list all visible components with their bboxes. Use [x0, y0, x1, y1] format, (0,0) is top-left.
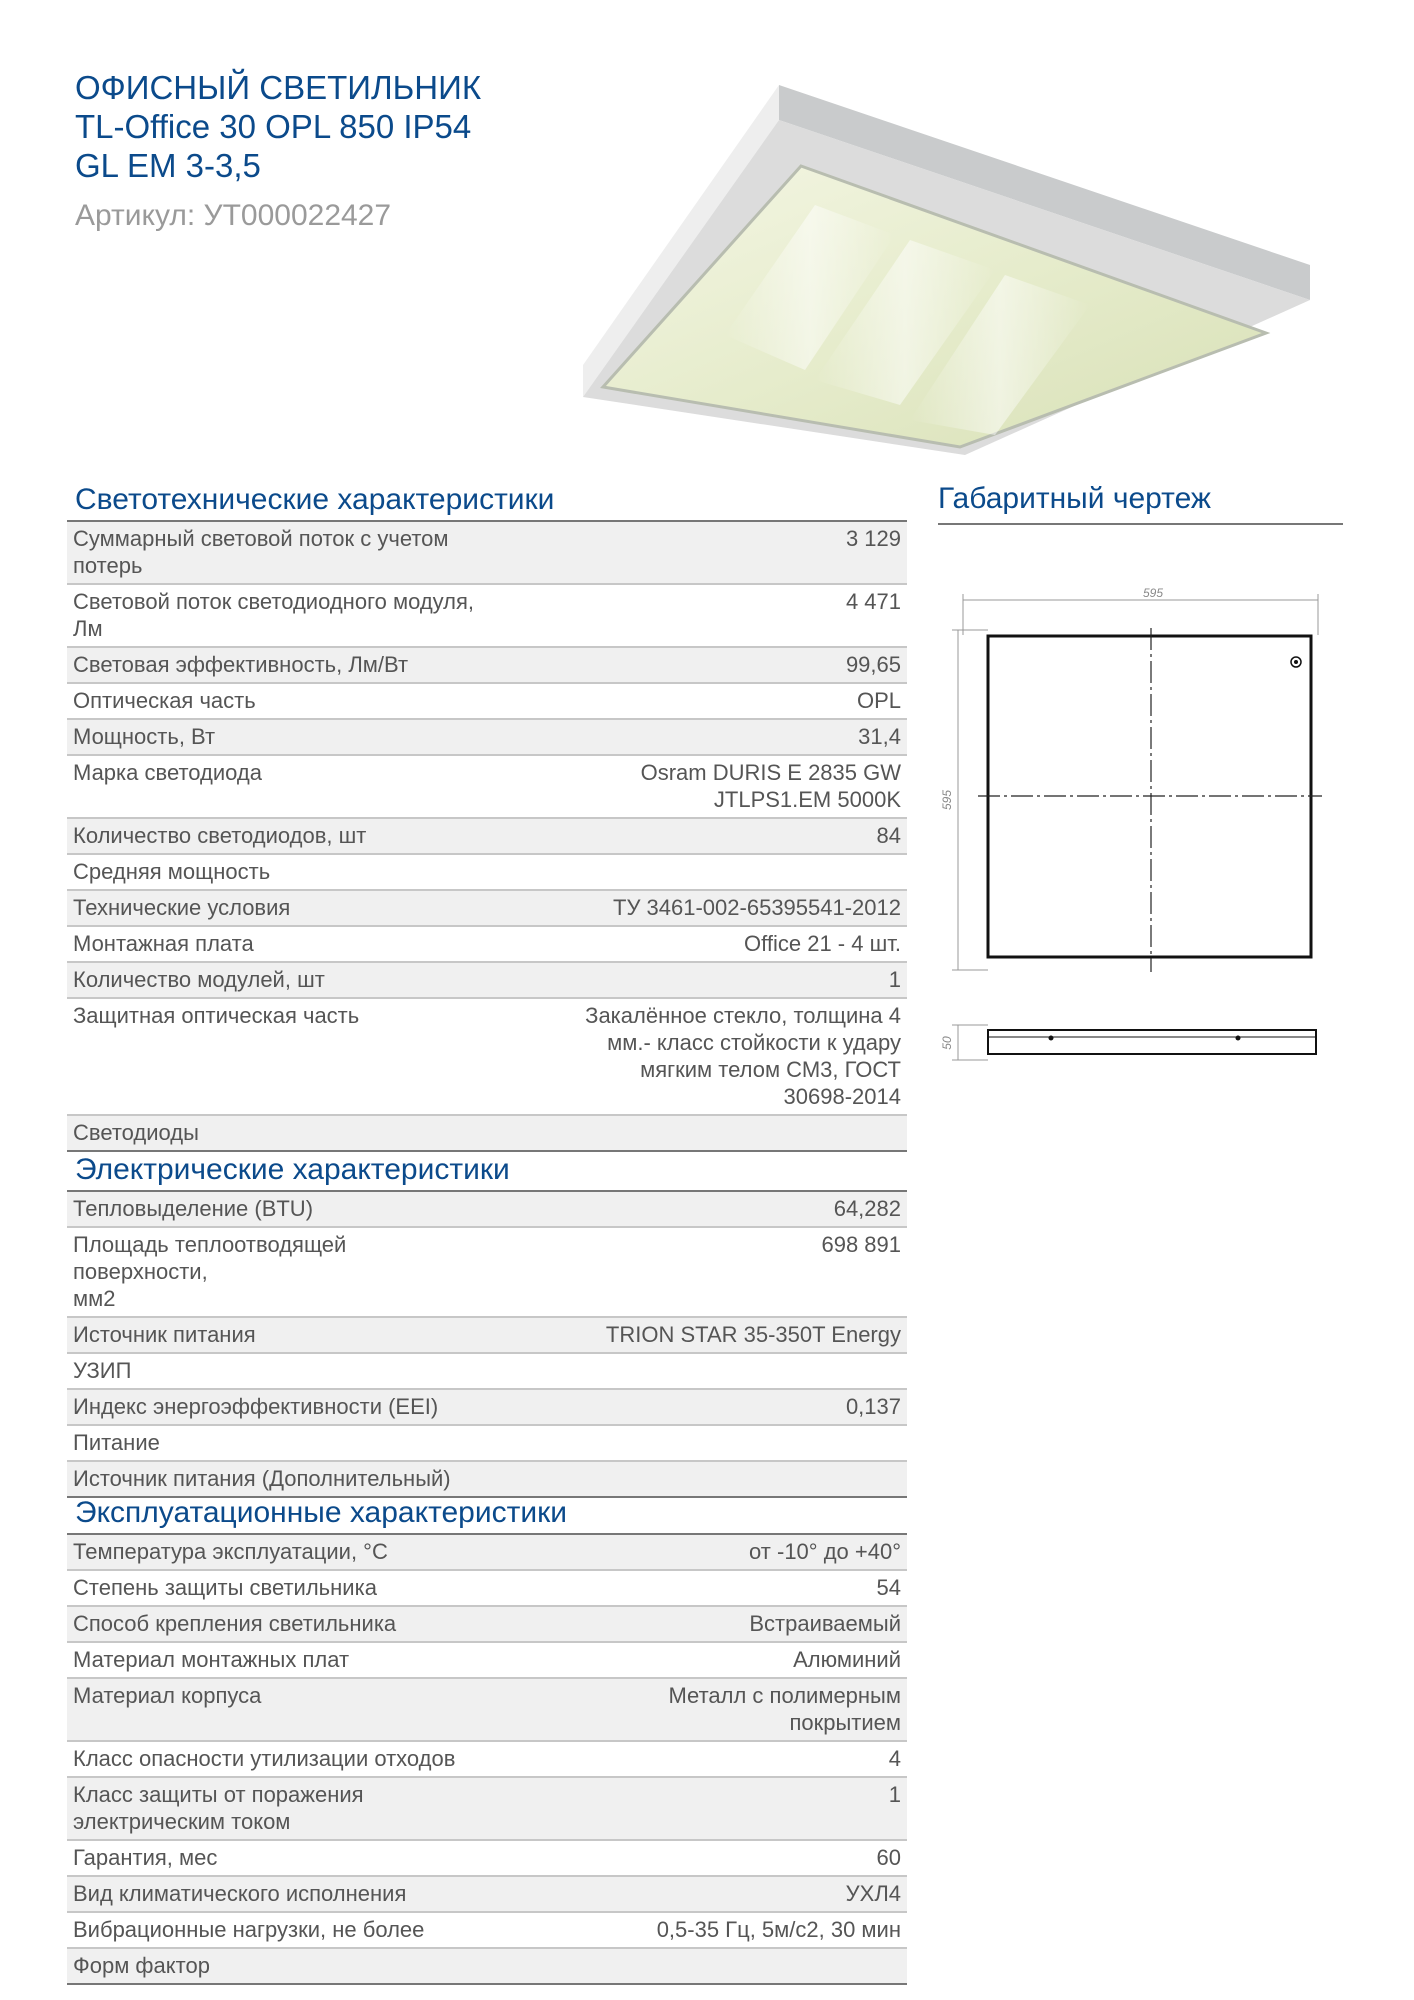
row-label: Суммарный световой поток с учетом потерь — [67, 521, 487, 584]
row-value: Закалённое стекло, толщина 4 мм.- класс стойкости к удару мягким телом СМ3, ГОСТ 30698-2014 — [487, 998, 907, 1115]
table-row — [67, 1461, 907, 1497]
row-label: Класс опасности утилизации отходов — [67, 1741, 487, 1777]
row-label: Способ крепления светильника — [67, 1606, 487, 1642]
section-title: Светотехнические характеристики — [75, 483, 555, 516]
row-label: Световая эффективность, Лм/Вт — [67, 647, 487, 683]
row-value: 99,65 — [487, 647, 907, 683]
table-row — [67, 1876, 907, 1912]
drawing-side-view — [988, 1030, 1316, 1054]
table-row — [67, 521, 907, 584]
row-value: Металл с полимерным покрытием — [487, 1678, 907, 1741]
row-label: Материал корпуса — [67, 1678, 487, 1741]
table-row — [67, 1741, 907, 1777]
row-label: Форм фактор — [67, 1948, 487, 1984]
row-value: 698 891 — [487, 1227, 907, 1317]
row-label: Светодиоды — [67, 1115, 487, 1151]
row-label: УЗИП — [67, 1353, 487, 1389]
row-value: 0,137 — [487, 1389, 907, 1425]
product-title — [75, 68, 481, 185]
row-value — [487, 1115, 907, 1151]
row-label: Источник питания — [67, 1317, 487, 1353]
lighting-characteristics-section — [67, 480, 907, 1152]
drawing-title-divider — [938, 523, 1343, 525]
product-title-line-3: GL EM 3-3,5 — [75, 147, 261, 184]
row-value: 3 129 — [487, 521, 907, 584]
table-row — [67, 1534, 907, 1570]
table-row — [67, 1948, 907, 1984]
row-label: Материал монтажных плат — [67, 1642, 487, 1678]
table-row — [67, 1191, 907, 1227]
row-value: Встраиваемый — [487, 1606, 907, 1642]
operational-characteristics-table — [67, 1533, 907, 1985]
row-value — [487, 854, 907, 890]
table-row — [67, 1425, 907, 1461]
electrical-characteristics-section — [67, 1150, 907, 1498]
product-title-line-2: TL-Office 30 OPL 850 IP54 — [75, 108, 472, 145]
row-value: 84 — [487, 818, 907, 854]
row-label: Класс защиты от поражения электрическим током — [67, 1777, 487, 1840]
table-row — [67, 1389, 907, 1425]
luminaire-product-image — [565, 75, 1325, 465]
row-value: Office 21 - 4 шт. — [487, 926, 907, 962]
table-row — [67, 1353, 907, 1389]
table-row — [67, 962, 907, 998]
row-label: Оптическая часть — [67, 683, 487, 719]
table-row — [67, 1570, 907, 1606]
drawing-title: Габаритный чертеж — [938, 482, 1211, 515]
row-value — [487, 1353, 907, 1389]
drawing-height-label: 595 — [940, 789, 954, 811]
row-value: 0,5-35 Гц, 5м/с2, 30 мин — [487, 1912, 907, 1948]
row-label: Средняя мощность — [67, 854, 487, 890]
row-label: Степень защиты светильника — [67, 1570, 487, 1606]
row-value: УХЛ4 — [487, 1876, 907, 1912]
row-value: 4 471 — [487, 584, 907, 647]
row-value: 31,4 — [487, 719, 907, 755]
row-label: Защитная оптическая часть — [67, 998, 487, 1115]
row-label: Гарантия, мес — [67, 1840, 487, 1876]
section-title: Электрические характеристики — [75, 1153, 510, 1186]
table-row — [67, 1678, 907, 1741]
row-label: Количество светодиодов, шт — [67, 818, 487, 854]
table-row — [67, 647, 907, 683]
table-row — [67, 683, 907, 719]
row-label: Площадь теплоотводящей поверхности, мм2 — [67, 1227, 487, 1317]
table-row — [67, 1115, 907, 1151]
drawing-depth-label: 50 — [940, 1036, 954, 1050]
lighting-characteristics-table — [67, 520, 907, 1152]
table-row — [67, 1317, 907, 1353]
table-row — [67, 818, 907, 854]
row-value: OPL — [487, 683, 907, 719]
row-value: 1 — [487, 1777, 907, 1840]
row-value: Osram DURIS E 2835 GW JTLPS1.EM 5000K — [487, 755, 907, 818]
operational-characteristics-section — [67, 1493, 907, 1985]
row-value: 64,282 — [487, 1191, 907, 1227]
table-row — [67, 1777, 907, 1840]
row-value: от -10° до +40° — [487, 1534, 907, 1570]
row-value: 1 — [487, 962, 907, 998]
table-row — [67, 998, 907, 1115]
row-label: Тепловыделение (BTU) — [67, 1191, 487, 1227]
row-value: 4 — [487, 1741, 907, 1777]
table-row — [67, 1227, 907, 1317]
row-value: Алюминий — [487, 1642, 907, 1678]
row-value: ТУ 3461-002-65395541-2012 — [487, 890, 907, 926]
row-label: Марка светодиода — [67, 755, 487, 818]
row-label: Количество модулей, шт — [67, 962, 487, 998]
table-row — [67, 1606, 907, 1642]
row-label: Световой поток светодиодного модуля, Лм — [67, 584, 487, 647]
table-row — [67, 1642, 907, 1678]
row-value — [487, 1948, 907, 1984]
table-row — [67, 854, 907, 890]
table-row — [67, 755, 907, 818]
row-label: Мощность, Вт — [67, 719, 487, 755]
row-value: 60 — [487, 1840, 907, 1876]
table-row — [67, 890, 907, 926]
table-row — [67, 719, 907, 755]
row-value: TRION STAR 35-350T Energy — [487, 1317, 907, 1353]
article-number: Артикул: УТ000022427 — [75, 199, 392, 232]
row-label: Питание — [67, 1425, 487, 1461]
table-row — [67, 926, 907, 962]
row-value — [487, 1461, 907, 1497]
dimensional-drawing — [938, 580, 1343, 1080]
table-row — [67, 1912, 907, 1948]
drawing-width-label: 595 — [1142, 586, 1164, 600]
product-title-line-1: ОФИСНЫЙ СВЕТИЛЬНИК — [75, 69, 482, 106]
row-label: Источник питания (Дополнительный) — [67, 1461, 487, 1497]
electrical-characteristics-table — [67, 1190, 907, 1498]
row-label: Индекс энергоэффективности (EEI) — [67, 1389, 487, 1425]
row-value: 54 — [487, 1570, 907, 1606]
table-row — [67, 1840, 907, 1876]
section-title: Эксплуатационные характеристики — [75, 1496, 567, 1529]
row-value — [487, 1425, 907, 1461]
row-label: Температура эксплуатации, °С — [67, 1534, 487, 1570]
row-label: Технические условия — [67, 890, 487, 926]
row-label: Вид климатического исполнения — [67, 1876, 487, 1912]
table-row — [67, 584, 907, 647]
row-label: Вибрационные нагрузки, не более — [67, 1912, 487, 1948]
row-label: Монтажная плата — [67, 926, 487, 962]
